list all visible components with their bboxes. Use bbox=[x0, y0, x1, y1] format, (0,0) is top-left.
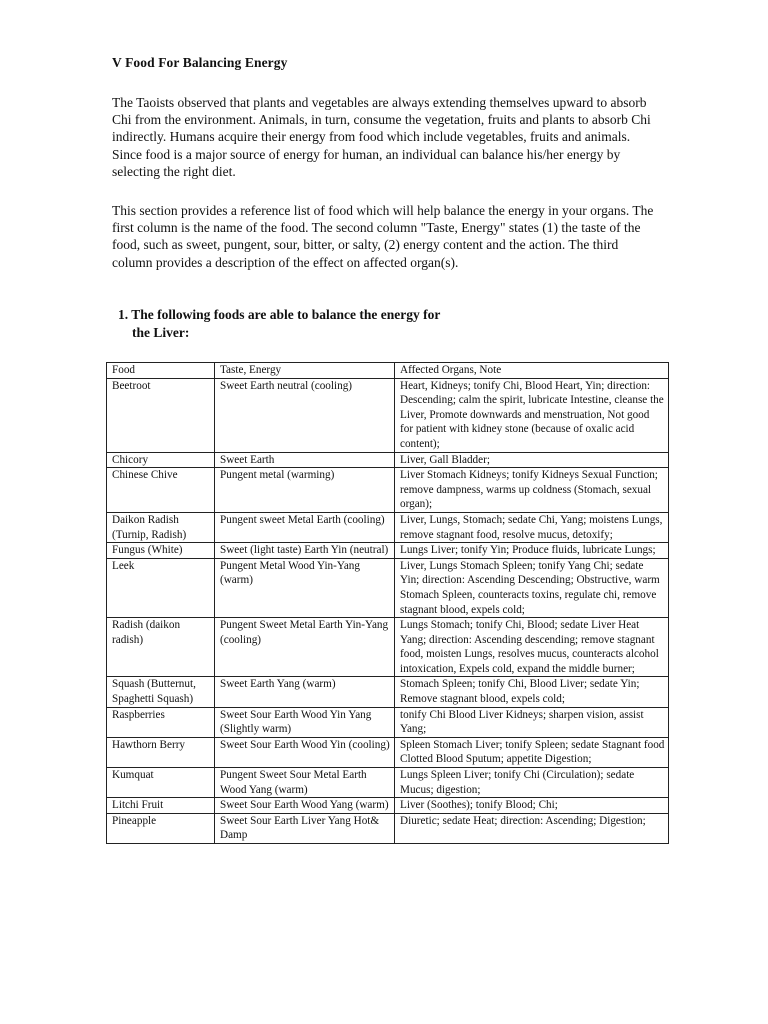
header-food: Food bbox=[107, 363, 215, 379]
table-row bbox=[107, 798, 669, 814]
table-row bbox=[107, 558, 669, 617]
table-row bbox=[107, 452, 669, 468]
affected-organs-cell: Heart, Kidneys; tonify Chi, Blood Heart, Yin; direction: Descending; calm the spirit, lubricate Intestine, cleanse the Liver, Promote downwards and menstruation, Not good for patient with kidney stone (because of oxalic acid content); bbox=[395, 378, 669, 452]
food-cell: Pineapple bbox=[107, 813, 215, 843]
taste-energy-cell: Sweet Earth Yang (warm) bbox=[215, 677, 395, 707]
header-taste-energy: Taste, Energy bbox=[215, 363, 395, 379]
affected-organs-cell: Liver Stomach Kidneys; tonify Kidneys Sexual Function; remove dampness, warms up coldness (Stomach, sexual organ); bbox=[395, 468, 669, 513]
taste-energy-cell: Sweet Sour Earth Wood Yin Yang (Slightly warm) bbox=[215, 707, 395, 737]
affected-organs-cell: Lungs Liver; tonify Yin; Produce fluids, lubricate Lungs; bbox=[395, 543, 669, 559]
taste-energy-cell: Sweet (light taste) Earth Yin (neutral) bbox=[215, 543, 395, 559]
taste-energy-cell: Sweet Sour Earth Wood Yang (warm) bbox=[215, 798, 395, 814]
taste-energy-cell: Sweet Earth neutral (cooling) bbox=[215, 378, 395, 452]
taste-energy-cell: Sweet Sour Earth Wood Yin (cooling) bbox=[215, 737, 395, 767]
taste-energy-cell: Sweet Earth bbox=[215, 452, 395, 468]
food-table-body bbox=[107, 363, 669, 844]
affected-organs-cell: Lungs Spleen Liver; tonify Chi (Circulation); sedate Mucus; digestion; bbox=[395, 768, 669, 798]
liver-section-heading-line1: 1. The following foods are able to balance the energy for bbox=[118, 307, 441, 322]
affected-organs-cell: tonify Chi Blood Liver Kidneys; sharpen vision, assist Yang; bbox=[395, 707, 669, 737]
taste-energy-cell: Pungent sweet Metal Earth (cooling) bbox=[215, 512, 395, 542]
food-cell: Squash (Butternut, Spaghetti Squash) bbox=[107, 677, 215, 707]
table-row bbox=[107, 512, 669, 542]
affected-organs-cell: Liver, Lungs Stomach Spleen; tonify Yang Chi; sedate Yin; direction: Ascending Descending; Obstructive, warm Stomach Spleen, counteracts toxins, regulate chi, remove stagnant blood, expels cold; bbox=[395, 558, 669, 617]
table-row bbox=[107, 813, 669, 843]
table-row bbox=[107, 468, 669, 513]
food-cell: Raspberries bbox=[107, 707, 215, 737]
affected-organs-cell: Diuretic; sedate Heat; direction: Ascending; Digestion; bbox=[395, 813, 669, 843]
taste-energy-cell: Pungent Metal Wood Yin-Yang (warm) bbox=[215, 558, 395, 617]
food-cell: Beetroot bbox=[107, 378, 215, 452]
taste-energy-cell: Pungent Sweet Sour Metal Earth Wood Yang (warm) bbox=[215, 768, 395, 798]
affected-organs-cell: Stomach Spleen; tonify Chi, Blood Liver; sedate Yin; Remove stagnant blood, expels cold; bbox=[395, 677, 669, 707]
food-cell: Fungus (White) bbox=[107, 543, 215, 559]
header-affected-organs: Affected Organs, Note bbox=[395, 363, 669, 379]
affected-organs-cell: Liver (Soothes); tonify Blood; Chi; bbox=[395, 798, 669, 814]
food-table bbox=[106, 362, 669, 844]
food-cell: Chinese Chive bbox=[107, 468, 215, 513]
table-row bbox=[107, 543, 669, 559]
affected-organs-cell: Liver, Lungs, Stomach; sedate Chi, Yang; moistens Lungs, remove stagnant food, resolve mucus, detoxify; bbox=[395, 512, 669, 542]
affected-organs-cell: Spleen Stomach Liver; tonify Spleen; sedate Stagnant food Clotted Blood Sputum; appetite Digestion; bbox=[395, 737, 669, 767]
food-cell: Litchi Fruit bbox=[107, 798, 215, 814]
table-header-row bbox=[107, 363, 669, 379]
food-cell: Kumquat bbox=[107, 768, 215, 798]
intro-paragraph: The Taoists observed that plants and vegetables are always extending themselves upward to absorb Chi from the environment. Animals, in turn, consume the vegetation, fruits and plants to absorb Chi indirectly. Humans acquire their energy from food which include vegetables, fruits and animals. Since food is a major source of energy for human, an individual can balance his/her energy by selecting the right diet. bbox=[112, 95, 651, 179]
table-row bbox=[107, 618, 669, 677]
food-cell: Chicory bbox=[107, 452, 215, 468]
taste-energy-cell: Sweet Sour Earth Liver Yang Hot& Damp bbox=[215, 813, 395, 843]
liver-section-heading-line2: the Liver: bbox=[132, 324, 190, 340]
affected-organs-cell: Lungs Stomach; tonify Chi, Blood; sedate Liver Heat Yang; direction: Ascending descending; remove stagnant food, moisten Lungs, resolves mucus, counteracts alcohol intoxication, Expels cold, expand the middle burner; bbox=[395, 618, 669, 677]
food-cell: Leek bbox=[107, 558, 215, 617]
table-row bbox=[107, 707, 669, 737]
food-cell: Hawthorn Berry bbox=[107, 737, 215, 767]
table-row bbox=[107, 378, 669, 452]
table-row bbox=[107, 768, 669, 798]
section-description-paragraph: This section provides a reference list of food which will help balance the energy in your organs. The first column is the name of the food. The second column "Taste, Energy" states (1) the taste of the food, such as sweet, pungent, sour, bitter, or salty, (2) energy content and the action. The third column provides a description of the effect on affected organ(s). bbox=[112, 203, 654, 270]
table-row bbox=[107, 737, 669, 767]
affected-organs-cell: Liver, Gall Bladder; bbox=[395, 452, 669, 468]
page-heading: V Food For Balancing Energy bbox=[112, 55, 288, 70]
liver-section-heading bbox=[118, 306, 440, 341]
food-cell: Daikon Radish (Turnip, Radish) bbox=[107, 512, 215, 542]
taste-energy-cell: Pungent Sweet Metal Earth Yin-Yang (cooling) bbox=[215, 618, 395, 677]
food-cell: Radish (daikon radish) bbox=[107, 618, 215, 677]
taste-energy-cell: Pungent metal (warming) bbox=[215, 468, 395, 513]
table-row bbox=[107, 677, 669, 707]
